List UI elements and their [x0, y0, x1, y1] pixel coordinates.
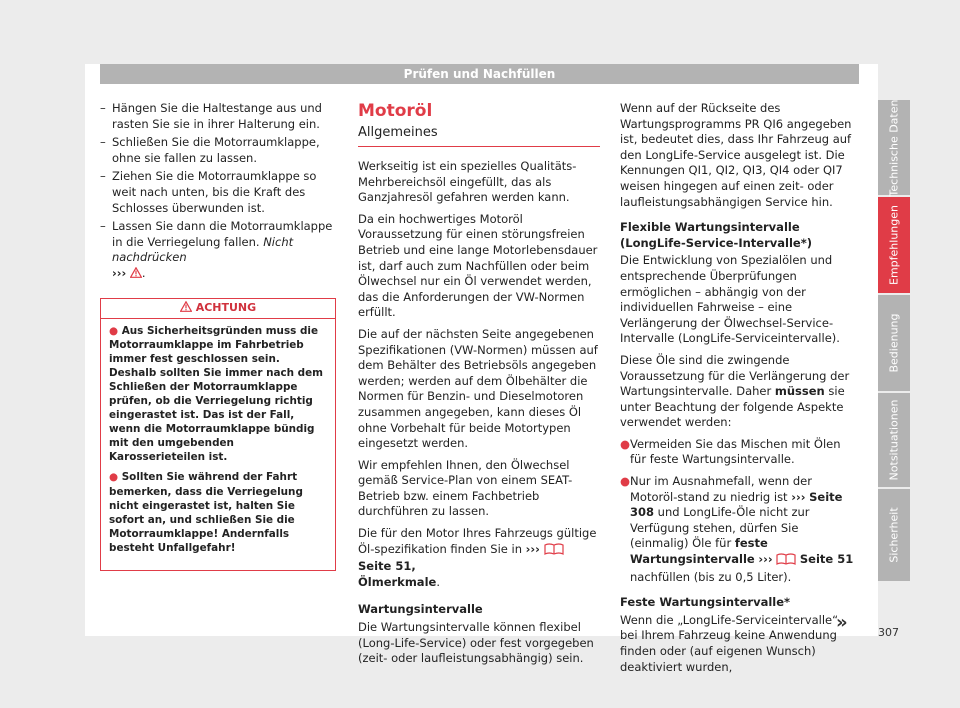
list-item: – Ziehen Sie die Motorraumklappe so weit nach unten, bis die Kraft des Schlosses überwunden ist. — [100, 169, 317, 215]
bullet-icon: ● — [620, 474, 631, 489]
list-item: – Hängen Sie die Haltestange aus und rasten Sie sie in ihrer Halterung ein. — [100, 101, 322, 131]
page-header: Prüfen und Nachfüllen — [100, 64, 859, 84]
tab-sicherheit[interactable]: Sicherheit — [878, 489, 910, 581]
list-item: – Schließen Sie die Motorraumklappe, ohne sie fallen zu lassen. — [100, 135, 320, 165]
tab-technische-daten[interactable]: Technische Daten — [878, 100, 910, 195]
paragraph: Werkseitig ist ein spezielles Qualitäts-Mehrbereichsöl eingefüllt, das als Ganzjahresöl gefahren werden kann. — [358, 159, 577, 205]
page-reference[interactable]: Seite 51, — [358, 559, 416, 574]
paragraph: Wenn auf der Rückseite des Wartungsprogramms PR QI6 angegeben ist, bedeutet dies, dass Ihr Fahrzeug auf den LongLife-Service ausgelegt ist. Die Kennungen QI1, QI2, QI3, QI4 oder QI7 weisen hingegen auf einen zeit- oder laufleistungsabhängigen Service hin. — [620, 101, 852, 209]
page-reference[interactable]: Seite 308 — [630, 489, 843, 520]
paragraph: Die für den Motor Ihres Fahrzeugs gültige Öl-spezifikation finden Sie in ››› Seite 51, Ölmerkmale. — [358, 526, 597, 589]
warning-triangle-icon — [180, 300, 192, 318]
column-2 — [358, 101, 600, 673]
warning-item: ● Sollten Sie während der Fahrt bemerken, dass die Verriegelung nicht eingerastet ist, halten Sie sofort an, und schließen Sie die Motorraumklappe! Andernfalls besteht Unfallgefahr! — [109, 471, 303, 554]
warning-triangle-icon[interactable] — [130, 267, 142, 283]
reference-arrow[interactable]: ››› — [112, 265, 127, 280]
subheading: Wartungsintervalle — [358, 602, 483, 617]
bullet-icon: ● — [620, 436, 631, 451]
paragraph: Da ein hochwertiges Motoröl Voraussetzung für einen störungsfreien Betrieb und eine lange Motorlebensdauer ist, darf auch zum Nachfüllen oder beim Ölwechsel nur ein Öl verwendet werden, das die Anforderungen der VW-Normen erfüllt. — [358, 211, 598, 320]
page-reference-title[interactable]: Ölmerkmale — [358, 574, 437, 589]
reference-arrow[interactable]: ››› — [758, 552, 773, 567]
book-icon[interactable] — [776, 552, 796, 570]
warning-title: ACHTUNG — [195, 300, 257, 314]
paragraph: Wir empfehlen Ihnen, den Ölwechsel gemäß Service-Plan von einem SEAT-Betrieb bzw. einem Fachbetrieb durchführen zu lassen. — [358, 457, 573, 519]
paragraph: Die auf der nächsten Seite angegebenen Spezifikationen (VW-Normen) müssen auf dem Behälter des Betriebsöls angegeben werden; werden auf dem Ölbehälter die Normen für Benzin- und Dieselmotoren zusammen angegeben, kann dieses Öl ohne Vorbehalt für beide Motortypen eingesetzt werden. — [358, 326, 598, 451]
warning-box — [100, 298, 336, 572]
bullet-icon: ● — [109, 471, 119, 484]
paragraph: Die Entwicklung von Spezialölen und entsprechende Überprüfungen ermöglichen – abhängig von der individuellen Fahrweise – eine Verlängerung der Ölwechsel-Service-Intervalle (LongLife-Serviceintervalle). — [620, 253, 840, 346]
bullet-item: ● Vermeiden Sie das Mischen mit Ölen für feste Wartungsintervalle. — [620, 436, 841, 467]
tab-empfehlungen[interactable]: Empfehlungen — [878, 197, 910, 293]
bullet-item: ● Nur im Ausnahmefall, wenn der Motoröl-stand zu niedrig ist ››› Seite 308 und LongLife-Öle nicht zur Verfügung stehen, dürfen Sie (einmalig) Öle für feste Wartungsintervalle ››› Seite 51 nachfüllen (bis zu 0,5 Liter). — [620, 474, 854, 584]
reference-arrow[interactable]: ››› — [525, 541, 540, 556]
tab-bedienung[interactable]: Bedienung — [878, 295, 910, 391]
subheading: Feste Wartungsintervalle* — [620, 595, 791, 610]
paragraph: Diese Öle sind die zwingende Voraussetzung für die Verlängerung der Wartungsintervalle. Daher müssen sie unter Beachtung der folgende Aspekte verwendet werden: — [620, 352, 850, 430]
continue-arrow-icon: » — [836, 612, 848, 633]
book-icon[interactable] — [544, 542, 564, 560]
warning-header — [101, 299, 335, 319]
subsection-title: Allgemeines — [358, 124, 600, 147]
column-3 — [620, 101, 858, 681]
warning-body — [101, 319, 335, 571]
bullet-icon: ● — [109, 324, 119, 337]
paragraph: Die Wartungsintervalle können flexibel (Long-Life-Service) oder fest vorgegeben (zeit- oder laufleistungsabhängig) sein. — [358, 620, 594, 666]
page-reference[interactable]: Seite 51 — [799, 552, 854, 567]
tab-notsituationen[interactable]: Notsituationen — [878, 393, 910, 487]
column-1 — [100, 101, 336, 571]
list-item: – Lassen Sie dann die Motorraumklappe in die Verriegelung fallen. Nicht nachdrücken ››› . — [100, 219, 336, 282]
paragraph: Wenn die „LongLife-Serviceintervalle“ bei Ihrem Fahrzeug keine Anwendung finden oder (auf eigenen Wunsch) deaktiviert wurden, — [620, 612, 839, 674]
steps-list — [100, 101, 336, 283]
reference-arrow[interactable]: ››› — [791, 489, 806, 504]
page-number: 307 — [878, 626, 899, 639]
subheading: Flexible Wartungsintervalle (LongLife-Service-Intervalle*) — [620, 220, 812, 250]
emphasis-text: Nicht nachdrücken — [112, 234, 294, 265]
section-title: Motoröl — [358, 101, 433, 121]
warning-item: ● Aus Sicherheitsgründen muss die Motorraumklappe im Fahrbetrieb immer fest geschlossen sein. Deshalb sollten Sie immer nach dem Schließen der Motorraumklappe prüfen, ob die Verriegelung richtig eingerastet ist. Das ist der Fall, wenn die Motorraumklappe bündig mit den umgebenden Karosserieteilen ist. — [109, 324, 323, 464]
